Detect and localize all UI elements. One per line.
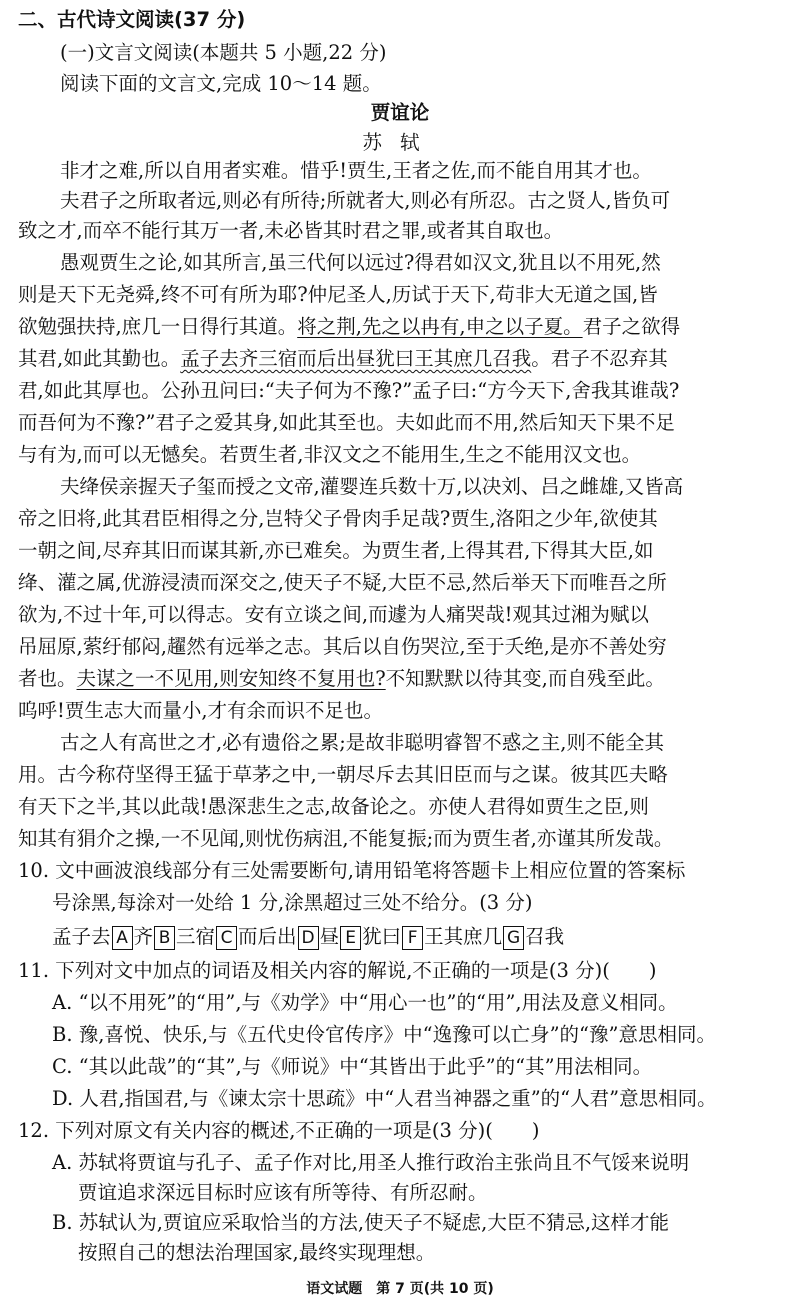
paragraph-3-line-3	[18, 312, 680, 342]
text-segment: 君子之欲得	[582, 315, 681, 338]
paragraph-4-line-1: 夫绛侯亲握天子玺而授之文帝,灌婴连兵数十万,以决刘、吕之雌雄,又皆高	[60, 475, 684, 498]
paragraph-5-line-2: 用。古今称苻坚得王猛于草茅之中,一朝尽斥去其旧臣而与之谋。彼其匹夫略	[18, 763, 668, 786]
break-option-C[interactable]: C	[216, 926, 237, 950]
text-segment: 欲勉强扶持,庶几一日得行其道。	[18, 315, 298, 338]
break-segment: 孟子去	[52, 925, 111, 948]
paragraph-3-line-5: 君,如此其厚也。公孙丑问曰:“夫子何为不豫?”孟子曰:“方今天下,舍我其谁哉?	[18, 379, 680, 402]
wavy-underlined-sentence: 孟子去齐三宿而后出昼犹曰王其庶几召我	[180, 347, 532, 370]
question-11-stem: 11. 下列对文中加点的词语及相关内容的解说,不正确的一项是(3 分)( )	[18, 959, 657, 982]
underlined-sentence: 夫谋之一不见用,则安知终不复用也?	[76, 667, 386, 690]
question-12-option-A-line-2: 贾谊追求深远目标时应该有所等待、有所忍耐。	[78, 1181, 488, 1204]
break-segment: 犹曰	[362, 925, 402, 948]
underlined-sentence: 将之荆,先之以冉有,申之以子夏。	[297, 315, 583, 338]
paragraph-3-line-6: 而吾何为不豫?”君子之爱其身,如此其至也。夫如此而不用,然后知天下果不足	[18, 411, 675, 434]
break-segment: 而后出	[238, 925, 297, 948]
question-10-breaks	[52, 922, 564, 952]
paragraph-3-line-4	[18, 344, 668, 374]
author: 苏轼	[362, 131, 438, 154]
question-12-option-B-line-2: 按照自己的想法治理国家,最终实现理想。	[78, 1241, 436, 1264]
text-segment: 。君子不忍弃其	[531, 347, 668, 370]
text-segment: 其君,如此其勤也。	[18, 347, 181, 370]
break-option-F[interactable]: F	[402, 926, 423, 950]
break-segment: 召我	[525, 925, 565, 948]
paragraph-4-line-7	[18, 664, 665, 694]
question-11-option-A: A. “以不用死”的“用”,与《劝学》中“用心一也”的“用”,用法及意义相同。	[52, 991, 678, 1014]
passage-title: 贾谊论	[370, 101, 430, 124]
question-11-option-B: B. 豫,喜悦、快乐,与《五代史伶官传序》中“逸豫可以亡身”的“豫”意思相同。	[52, 1023, 717, 1046]
paragraph-3-line-2: 则是天下无尧舜,终不可有所为耶?仲尼圣人,历试于天下,苟非大无道之国,皆	[18, 283, 658, 306]
break-segment: 三宿	[176, 925, 216, 948]
question-11-option-C: C. “其以此哉”的“其”,与《师说》中“其皆出于此乎”的“其”用法相同。	[52, 1055, 653, 1078]
paragraph-5-line-3: 有天下之半,其以此哉!愚深悲生之志,故备论之。亦使人君得如贾生之臣,则	[18, 795, 649, 818]
break-segment: 王其庶几	[424, 925, 503, 948]
break-segment: 齐	[133, 925, 154, 948]
instruction: 阅读下面的文言文,完成 10～14 题。	[60, 72, 382, 95]
paragraph-4-line-8: 呜呼!贾生志大而量小,才有余而识不足也。	[18, 699, 384, 722]
question-12-option-A-line-1: A. 苏轼将贾谊与孔子、孟子作对比,用圣人推行政治主张尚且不气馁来说明	[52, 1151, 690, 1174]
subsection-heading: (一)文言文阅读(本题共 5 小题,22 分)	[60, 41, 387, 64]
paragraph-3-line-7: 与有为,而可以无憾矣。若贾生者,非汉文之不能用生,生之不能用汉文也。	[18, 443, 642, 466]
text-segment: 者也。	[18, 667, 77, 690]
break-segment: 昼	[319, 925, 340, 948]
paragraph-4-line-4: 绛、灌之属,优游浸渍而深交之,使天子不疑,大臣不忌,然后举天下而唯吾之所	[18, 571, 667, 594]
break-option-B[interactable]: B	[154, 926, 175, 950]
break-option-A[interactable]: A	[112, 926, 133, 950]
question-10-stem-line-1: 10. 文中画波浪线部分有三处需要断句,请用铅笔将答题卡上相应位置的答案标	[18, 859, 686, 882]
question-10-stem-line-2: 号涂黑,每涂对一处给 1 分,涂黑超过三处不给分。(3 分)	[52, 891, 533, 914]
question-11-option-D: D. 人君,指国君,与《谏太宗十思疏》中“人君当神器之重”的“人君”意思相同。	[52, 1087, 717, 1110]
break-option-G[interactable]: G	[503, 926, 524, 950]
break-option-E[interactable]: E	[340, 926, 361, 950]
question-12-stem: 12. 下列对原文有关内容的概述,不正确的一项是(3 分)( )	[18, 1119, 540, 1142]
paragraph-4-line-6: 吊屈原,萦纡郁闷,趯然有远举之志。其后以自伤哭泣,至于夭绝,是亦不善处穷	[18, 635, 667, 658]
paragraph-4-line-2: 帝之旧将,此其君臣相得之分,岂特父子骨肉手足哉?贾生,洛阳之少年,欲使其	[18, 507, 658, 530]
paragraph-1: 非才之难,所以自用者实难。惜乎!贾生,王者之佐,而不能自用其才也。	[60, 159, 652, 182]
text-segment: 不知默默以待其变,而自残至此。	[385, 667, 665, 690]
paragraph-5-line-4: 知其有狷介之操,一不见闻,则忧伤病沮,不能复振;而为贾生者,亦谨其所发哉。	[18, 827, 674, 850]
paragraph-4-line-5: 欲为,不过十年,可以得志。安有立谈之间,而遽为人痛哭哉!观其过湘为赋以	[18, 603, 649, 626]
section-title: 二、古代诗文阅读(37 分)	[18, 8, 246, 31]
question-12-option-B-line-1: B. 苏轼认为,贾谊应采取恰当的方法,使天子不疑虑,大臣不猜忌,这样才能	[52, 1211, 670, 1234]
paragraph-2-line-1: 夫君子之所取者远,则必有所待;所就者大,则必有所忍。古之贤人,皆负可	[60, 189, 671, 212]
paragraph-5-line-1: 古之人有高世之才,必有遗俗之累;是故非聪明睿智不惑之主,则不能全其	[60, 731, 664, 754]
paragraph-2-line-2: 致之才,而卒不能行其万一者,未必皆其时君之罪,或者其自取也。	[18, 219, 564, 242]
paragraph-4-line-3: 一朝之间,尽弃其旧而谋其新,亦已难矣。为贾生者,上得其君,下得其大臣,如	[18, 539, 654, 562]
paragraph-3-line-1: 愚观贾生之论,如其所言,虽三代何以远过?得君如汉文,犹且以不用死,然	[60, 251, 661, 274]
break-option-D[interactable]: D	[298, 926, 319, 950]
page-footer: 语文试题 第 7 页(共 10 页)	[306, 1281, 494, 1297]
